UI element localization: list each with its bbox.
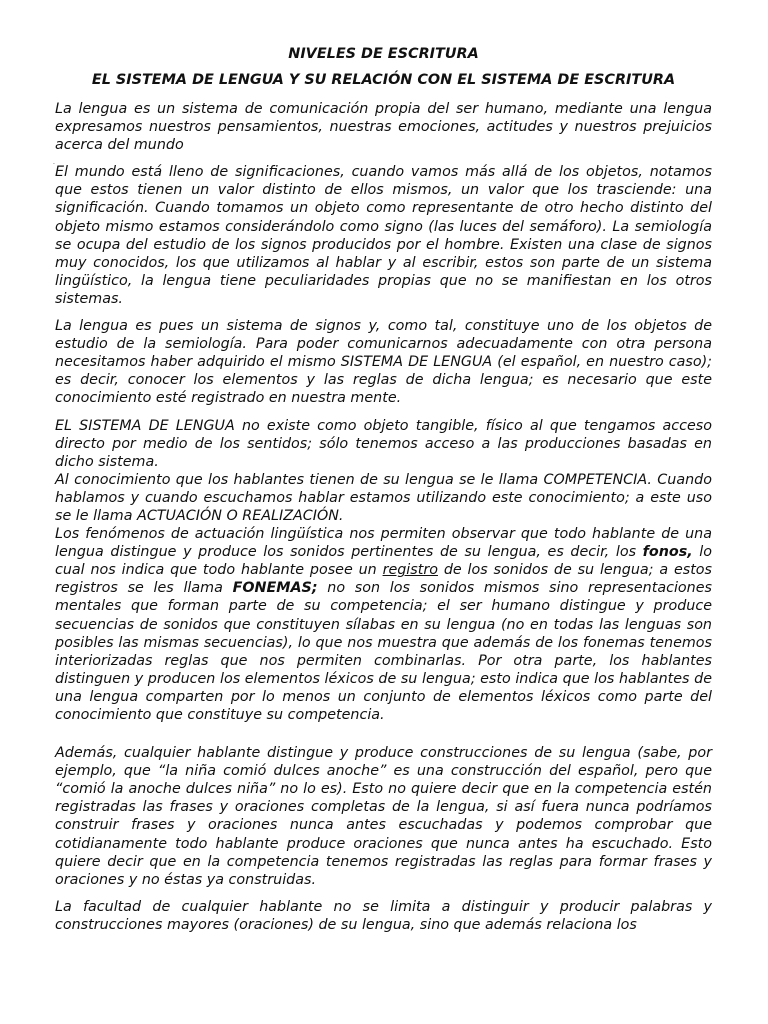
paragraph-6-text-e: no son los sonidos mismos sino representaciones mentales que forman parte de su competencia; el ser humano distingue y produce secuencias de sonidos que constituyen sílabas en su lengua (no en todas las lenguas son posibles las mismas secuencias), lo que nos muestra que además de los fonemas tenemos interiorizadas reglas que nos permiten combinarlas. Por otra parte, los hablantes distinguen y producen los elementos léxicos de su lengua; esto indica que los hablantes de una lengua comparten por lo menos un conjunto de elementos léxicos como parte del conocimiento que constituye su competencia. <box>55 580 712 723</box>
paragraph-3: La lengua es pues un sistema de signos y, como tal, constituye uno de los objetos de estudio de la semiología. Para poder comunicarnos adecuadamente con otra persona necesitamos haber adquirido el mismo SISTEMA DE LENGUA (el español, en nuestro caso); es decir, conocer los elementos y las reglas de dicha lengua; es necesario que este conocimiento esté registrado en nuestra mente. <box>55 318 712 407</box>
paragraph-8: La facultad de cualquier hablante no se limita a distinguir y producir palabras y construcciones mayores (oraciones) de su lengua, sino que además relaciona los <box>55 898 712 933</box>
term-fonemas: FONEMAS; <box>232 580 318 597</box>
paragraph-6-text-c: lo cual nos indica que todo hablante posee un <box>55 544 713 579</box>
term-fonos: fonos, <box>642 544 693 561</box>
paragraph-7: Además, cualquier hablante distingue y produce construcciones de su lengua (sabe, por ejemplo, que “la niña comió dulces anoche” es una construcción del español, pero que “comió la anoche dulces niña” no lo es). Esto no quiere decir que en la competencia estén registradas las frases y oraciones completas de la lengua, si así fuera nunca podríamos construir frases y oraciones nunca antes escuchadas y podemos comprobar que cotidianamente todo hablante produce oraciones que nunca antes ha escuchado. Esto quiere decir que en la competencia tenemos registradas las reglas para formar frases y oraciones y no éstas ya construidas. <box>55 745 712 888</box>
paragraph-2: El mundo está lleno de significaciones, cuando vamos más allá de los objetos, notamos que estos tienen un valor distinto de ellos mismos, un valor que los trasciende: una significación. Cuando tomamos un objeto como representante de otro hecho distinto del objeto mismo estamos considerándolo como signo (las luces del semáforo). La semiología se ocupa del estudio de los signos producidos por el hombre. Existen una clase de signos muy conocidos, los que utilizamos al hablar y al escribir, estos son parte de un sistema lingüístico, la lengua tiene peculiaridades propias que no se manifiestan en los otros sistemas. <box>55 164 712 307</box>
term-registro: registro <box>382 562 438 579</box>
paragraph-4: EL SISTEMA DE LENGUA no existe como objeto tangible, físico al que tengamos acceso directo por medio de los sentidos; sólo tenemos acceso a las producciones basadas en dicho sistema. <box>55 417 712 470</box>
document-subtitle: EL SISTEMA DE LENGUA Y SU RELACIÓN CON EL SISTEMA DE ESCRITURA <box>91 72 676 88</box>
paragraph-1: La lengua es un sistema de comunicación propia del ser humano, mediante una lengua expresamos nuestros pensamientos, nuestras emociones, actitudes y nuestros prejuicios acerca del mundo <box>55 101 712 154</box>
document-page: NIVELES DE ESCRITURA EL SISTEMA DE LENGUA Y SU RELACIÓN CON EL SISTEMA DE ESCRITURA La lengua es un sistema de comunicación propia del ser humano, mediante una lengua expresamos nuestros pensamientos, nuestras emociones, actitudes y nuestros prejuicios acerca del mundo . El mundo está lleno de significaciones, cuando vamos más allá de los objetos, notamos que estos tienen un valor distinto de ellos mismos, un valor que los trasciende: una significación. Cuando tomamos un objeto como representante de otro hecho distinto del objeto mismo estamos considerándolo como signo (las luces del semáforo). La semiología se ocupa del estudio de los signos producidos por el hombre. Existen una clase de signos muy conocidos, los que utilizamos al hablar y al escribir, estos son parte de un sistema lingüístico, la lengua tiene peculiaridades propias que no se manifiestan en los otros sistemas. La lengua es pues un sistema de signos y, como tal, constituye uno de los objetos de estudio de la semiología. Para poder comunicarnos adecuadamente con otra persona necesitamos haber adquirido el mismo SISTEMA DE LENGUA (el español, en nuestro caso); es decir, conocer los elementos y las reglas de dicha lengua; es necesario que este conocimiento esté registrado en nuestra mente. EL SISTEMA DE LENGUA no existe como objeto tangible, físico al que tengamos acceso directo por medio de los sentidos; sólo tenemos acceso a las producciones basadas en dicho sistema. Al conocimiento que los hablantes tienen de su lengua se le llama COMPETENCIA. Cuando hablamos y cuando escuchamos hablar estamos utilizando este conocimiento; a este uso se le llama ACTUACIÓN O REALIZACIÓN. Los fenómenos de actuación lingüística nos permiten observar que todo hablante de una lengua distingue y produce los sonidos pertinentes de su lengua, es decir, los fonos, lo cual nos indica que todo hablante posee un registro de los sonidos de su lengua; a estos registros se les llama FONEMAS; no son los sonidos mismos sino representaciones mentales que forman parte de su competencia; el ser humano distingue y produce secuencias de sonidos que constituyen sílabas en su lengua (no en todas las lenguas son posibles las mismas secuencias), lo que nos muestra que además de los fonemas tenemos interiorizadas reglas que nos permiten combinarlas. Por otra parte, los hablantes distinguen y producen los elementos léxicos de su lengua; esto indica que los hablantes de una lengua comparten por lo menos un conjunto de elementos léxicos como parte del conocimiento que constituye su competencia. Además, cualquier hablante distingue y produce construcciones de su lengua (sabe, por ejemplo, que “la niña comió dulces anoche” es una construcción del español, pero que “comió la anoche dulces niña” no lo es). Esto no quiere decir que en la competencia estén registradas las frases y oraciones completas de la lengua, si así fuera nunca podríamos construir frases y oraciones nunca antes escuchadas y podemos comprobar que cotidianamente todo hablante produce oraciones que nunca antes ha escuchado. Esto quiere decir que en la competencia tenemos registradas las reglas para formar frases y oraciones y no éstas ya construidas. La facultad de cualquier hablante no se limita a distinguir y producir palabras y construcciones mayores (oraciones) de su lengua, sino que además relaciona los <box>53 46 713 933</box>
paragraph-6 <box>55 525 712 724</box>
paragraph-6-text-d: de los sonidos de su lengua; a estos registros se les llama <box>55 562 712 597</box>
paragraph-6-text-a: Los fenómenos de actuación lingüística nos permiten observar que todo hablante de una lengua distingue y produce los sonidos pertinentes de su lengua, es decir, los <box>55 526 712 561</box>
document-title: NIVELES DE ESCRITURA <box>288 46 479 62</box>
paragraph-5: Al conocimiento que los hablantes tienen de su lengua se le llama COMPETENCIA. Cuando hablamos y cuando escuchamos hablar estamos utilizando este conocimiento; a este uso se le llama ACTUACIÓN O REALIZACIÓN. <box>55 471 712 524</box>
